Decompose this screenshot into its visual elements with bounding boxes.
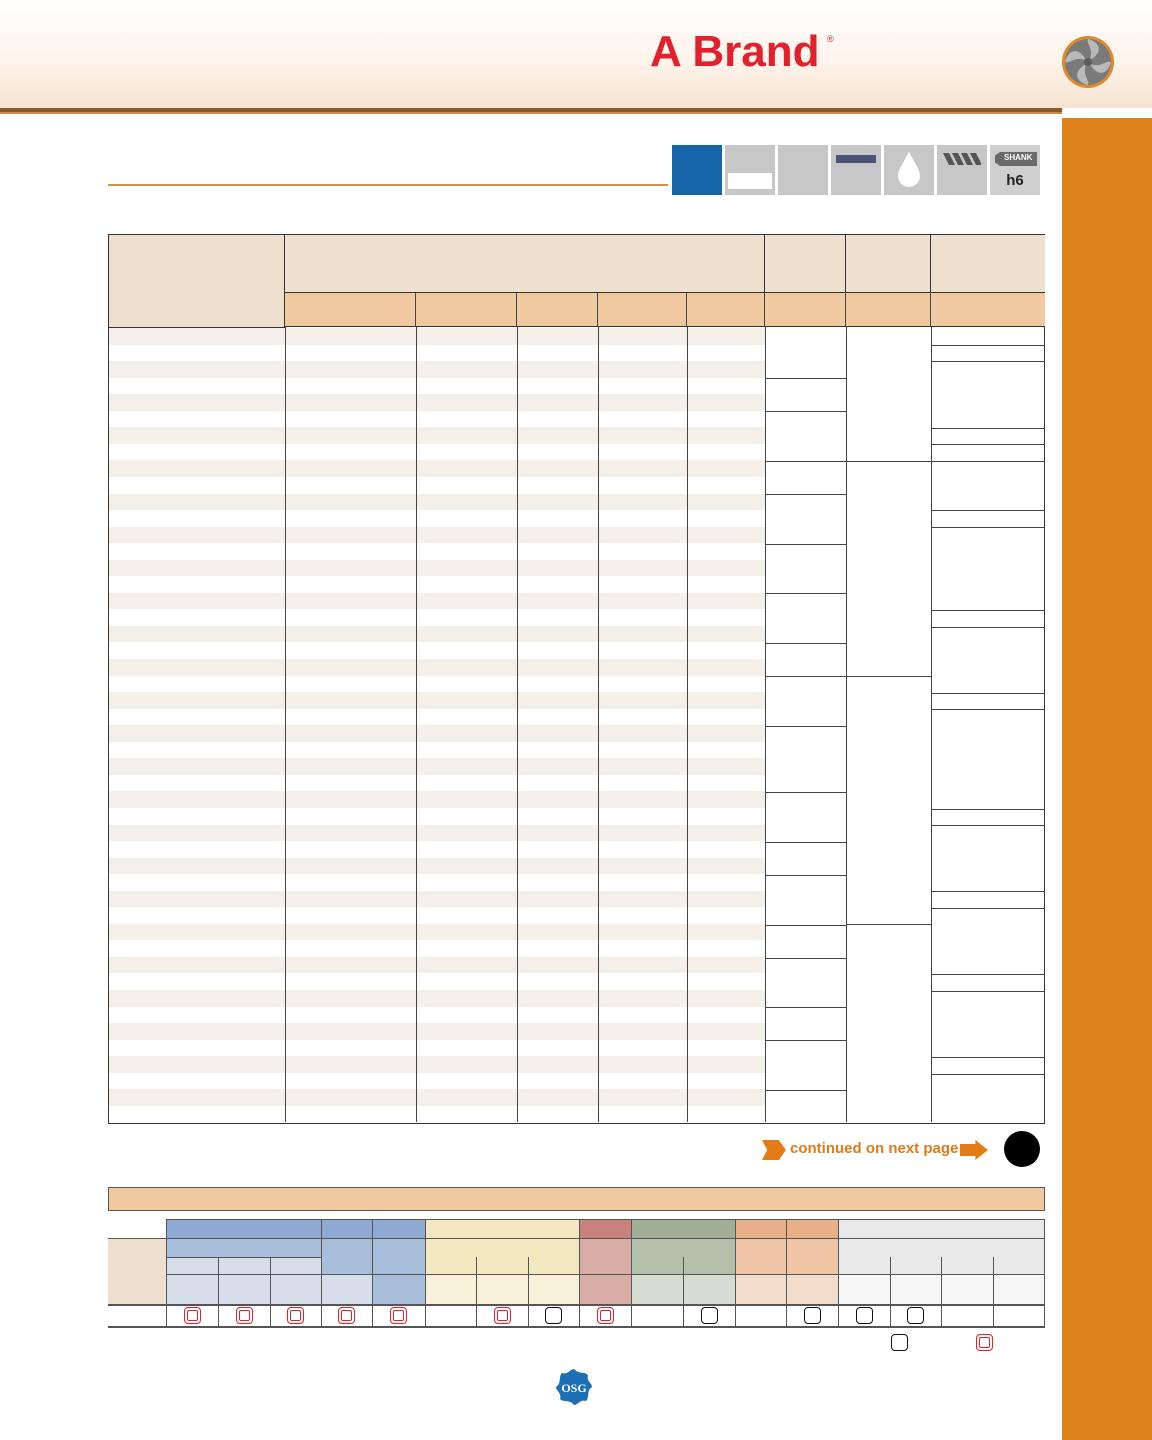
- grid-line: [838, 1219, 839, 1257]
- merged-cell-divider: [846, 924, 931, 925]
- table-row: [109, 494, 765, 511]
- coolant-drop-icon: [884, 145, 934, 195]
- merged-cell-divider: [931, 361, 1045, 362]
- continued-label: continued on next page: [790, 1140, 959, 1157]
- table-row: [109, 957, 765, 974]
- grid-line: [993, 1257, 994, 1326]
- blue-series-icon: [672, 145, 722, 195]
- suitable-mark: [856, 1307, 873, 1324]
- column-divider: [285, 327, 286, 1122]
- page-marker-dot: [1004, 1131, 1040, 1167]
- merged-cell-divider: [765, 461, 846, 462]
- merged-cell-divider: [846, 461, 931, 462]
- merged-cell-divider: [931, 693, 1045, 694]
- grid-line: [321, 1257, 322, 1326]
- subheader-cell-4: [598, 293, 687, 327]
- grid-line: [108, 1326, 1045, 1328]
- table-row: [109, 758, 765, 775]
- arrow-right-icon: [960, 1140, 988, 1160]
- grid-line: [476, 1257, 477, 1326]
- merged-cell-divider: [765, 593, 846, 594]
- endmill-cross-section-icon: [1060, 34, 1116, 90]
- suitable-mark: [804, 1307, 821, 1324]
- recommended-mark: [236, 1307, 253, 1324]
- merged-cell-divider: [765, 925, 846, 926]
- table-row: [109, 990, 765, 1007]
- grid-line: [631, 1219, 632, 1257]
- sub-stainless: [425, 1238, 579, 1274]
- blank-icon: [778, 145, 828, 195]
- merged-cell-divider: [931, 991, 1045, 992]
- subheader-cell-7: [846, 293, 931, 327]
- arrow-left-icon: [762, 1140, 786, 1160]
- merged-cell-divider: [931, 974, 1045, 975]
- brand-title: A Brand: [650, 27, 820, 76]
- group-stainless: [425, 1219, 579, 1238]
- table-row: [109, 527, 765, 544]
- grid-line: [166, 1219, 1045, 1220]
- column-divider: [598, 327, 599, 1122]
- subheader-cell-5: [687, 293, 765, 327]
- merged-cell-divider: [931, 610, 1045, 611]
- merged-cell-divider: [931, 908, 1045, 909]
- legend-mark-black: [891, 1334, 908, 1351]
- table-row: [109, 725, 765, 742]
- header-divider-accent: [0, 112, 1062, 114]
- merged-cell-divider: [765, 792, 846, 793]
- suitable-mark: [701, 1307, 718, 1324]
- dark-bar-icon: [831, 145, 881, 195]
- merged-cell-divider: [765, 378, 846, 379]
- sub2-steel: [166, 1257, 321, 1274]
- column-divider: [517, 327, 518, 1122]
- registered-mark: ®: [827, 34, 834, 44]
- grid-line: [108, 1304, 1045, 1306]
- grid-line: [108, 1238, 166, 1239]
- column-divider: [416, 327, 417, 1122]
- table-row: [109, 825, 765, 842]
- merged-cell-divider: [765, 1040, 846, 1041]
- grid-line: [735, 1257, 736, 1326]
- column-divider: [765, 327, 766, 1122]
- svg-text:OSG: OSG: [561, 1381, 587, 1395]
- merged-cell-divider: [846, 676, 931, 677]
- grid-line: [579, 1257, 580, 1326]
- flute-stripes-icon: [937, 145, 987, 195]
- recommended-mark: [338, 1307, 355, 1324]
- merged-cell-divider: [931, 809, 1045, 810]
- table-row: [109, 1023, 765, 1040]
- sub-cast-iron: [579, 1238, 631, 1304]
- merged-cell-divider: [931, 428, 1045, 429]
- recommended-mark: [390, 1307, 407, 1324]
- merged-cell-divider: [765, 1007, 846, 1008]
- recommended-mark: [184, 1307, 201, 1324]
- grid-line: [218, 1257, 219, 1326]
- grid-line: [683, 1257, 684, 1326]
- grid-line: [372, 1257, 373, 1326]
- grid-line: [321, 1219, 322, 1257]
- table-row: [109, 460, 765, 477]
- table-row: [109, 593, 765, 610]
- table-row: [109, 924, 765, 941]
- grid-line: [579, 1219, 580, 1257]
- grid-line: [270, 1257, 271, 1326]
- table-row: [109, 328, 765, 345]
- grid-line: [166, 1274, 1045, 1275]
- recommended-mark: [494, 1307, 511, 1324]
- header-cell-dimensions: [285, 235, 765, 293]
- merged-cell-divider: [931, 1074, 1045, 1075]
- merged-cell-divider: [931, 461, 1045, 462]
- header-cell-col7: [765, 235, 846, 293]
- company-logo-icon: [554, 1367, 594, 1407]
- row3-steel: [166, 1274, 372, 1304]
- merged-cell-divider: [931, 1057, 1045, 1058]
- table-row: [109, 791, 765, 808]
- table-row: [109, 361, 765, 378]
- merged-cell-divider: [765, 494, 846, 495]
- merged-cell-divider: [765, 1090, 846, 1091]
- merged-cell-divider: [765, 544, 846, 545]
- grid-line: [166, 1257, 167, 1326]
- group-steel: [166, 1219, 425, 1238]
- grid-line: [528, 1257, 529, 1326]
- merged-cell-divider: [931, 527, 1045, 528]
- subheader-cell-1: [285, 293, 416, 327]
- sub-steel-c: [372, 1238, 425, 1304]
- column-divider: [846, 327, 847, 1122]
- column-divider: [931, 327, 932, 1122]
- orange-side-tab: [1062, 118, 1152, 1440]
- merged-cell-divider: [931, 825, 1045, 826]
- applicability-title-bar: [108, 1187, 1045, 1211]
- merged-cell-divider: [931, 345, 1045, 346]
- table-row: [109, 891, 765, 908]
- group-cast-iron: [579, 1219, 631, 1238]
- grid-line: [425, 1257, 426, 1326]
- subheader-cell-2: [416, 293, 517, 327]
- grid-line: [166, 1238, 1045, 1239]
- merged-cell-divider: [765, 842, 846, 843]
- grid-line: [166, 1219, 167, 1257]
- header-cell-col9: [931, 235, 1045, 293]
- grid-line: [941, 1257, 942, 1326]
- page-header: [0, 0, 1152, 108]
- group-hardened: [838, 1219, 1045, 1238]
- product-table: [108, 234, 1045, 1124]
- merged-cell-divider: [931, 444, 1045, 445]
- merged-cell-divider: [765, 958, 846, 959]
- grid-line: [166, 1257, 321, 1258]
- group-nonferrous: [631, 1219, 735, 1238]
- length-bar-icon: [725, 145, 775, 195]
- table-row: [109, 1056, 765, 1073]
- table-row: [109, 692, 765, 709]
- suitable-mark: [907, 1307, 924, 1324]
- header-cell-col8: [846, 235, 931, 293]
- table-row: [109, 427, 765, 444]
- grid-line: [425, 1219, 426, 1257]
- merged-cell-divider: [931, 709, 1045, 710]
- merged-cell-divider: [931, 510, 1045, 511]
- merged-cell-divider: [931, 891, 1045, 892]
- merged-cell-divider: [765, 643, 846, 644]
- grid-line: [735, 1219, 736, 1257]
- merged-cell-divider: [765, 726, 846, 727]
- header-cell-item: [109, 235, 285, 328]
- row3-stainless: [425, 1274, 579, 1304]
- merged-cell-divider: [765, 676, 846, 677]
- grid-line: [786, 1219, 787, 1257]
- table-row: [109, 560, 765, 577]
- table-row: [109, 858, 765, 875]
- table-row: [109, 626, 765, 643]
- recommended-mark: [287, 1307, 304, 1324]
- grid-line: [1044, 1219, 1045, 1326]
- table-row: [109, 394, 765, 411]
- grid-line: [890, 1257, 891, 1326]
- grid-line: [372, 1219, 373, 1257]
- row-label-cell: [108, 1238, 166, 1304]
- grid-line: [838, 1257, 839, 1326]
- subheader-cell-6: [765, 293, 846, 327]
- sub-steel-b: [321, 1238, 372, 1274]
- merged-cell-divider: [931, 627, 1045, 628]
- table-row: [109, 1089, 765, 1106]
- subheader-cell-3: [517, 293, 598, 327]
- suitable-mark: [545, 1307, 562, 1324]
- section-title-underline: [108, 184, 668, 186]
- column-divider: [687, 327, 688, 1122]
- sub-steel-a: [166, 1238, 321, 1257]
- merged-cell-divider: [765, 875, 846, 876]
- recommended-mark: [597, 1307, 614, 1324]
- grid-line: [786, 1257, 787, 1326]
- shank-icon: [990, 145, 1040, 195]
- merged-cell-divider: [765, 411, 846, 412]
- table-row: [109, 659, 765, 676]
- legend-mark-red: [976, 1334, 993, 1351]
- shank-tolerance: h6: [1006, 172, 1024, 189]
- subheader-cell-8: [931, 293, 1045, 327]
- shank-label: SHANK: [1004, 153, 1033, 162]
- grid-line: [631, 1257, 632, 1326]
